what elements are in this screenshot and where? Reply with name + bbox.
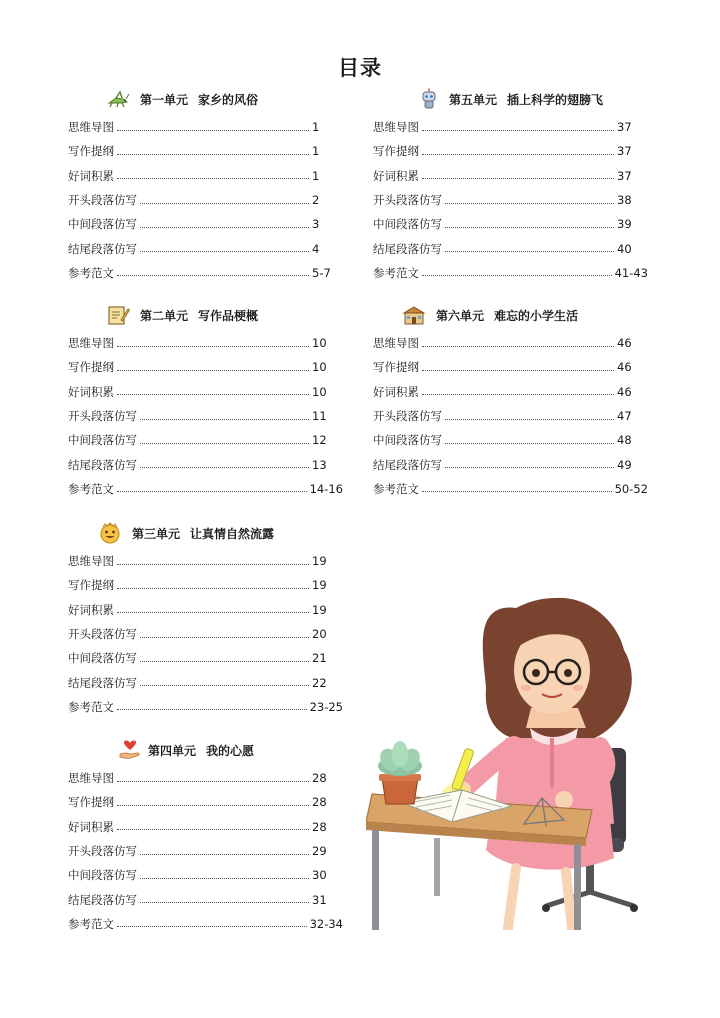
- toc-entry-page-number: 10: [312, 360, 327, 375]
- toc-entry-label: 结尾段落仿写: [373, 457, 442, 472]
- toc-entry-page-number: 32-34: [309, 916, 343, 931]
- dot-leader: [445, 203, 614, 204]
- toc-entry-label: 中间段落仿写: [68, 868, 137, 883]
- toc-entry-page-number: 37: [617, 168, 632, 183]
- toc-entry-page-number: 19: [312, 602, 327, 617]
- toc-entry-page-number: 47: [617, 409, 632, 424]
- unit-title: 写作品梗概: [198, 308, 259, 323]
- toc-entry-page-number: 30: [312, 868, 327, 883]
- teacher-at-desk-illustration: [366, 588, 646, 934]
- dot-leader: [117, 370, 309, 371]
- unit-section-5: [373, 86, 648, 285]
- toc-entry-page-number: 28: [312, 795, 327, 810]
- toc-entry[interactable]: [373, 477, 648, 501]
- unit-heading: [68, 86, 343, 112]
- toc-entry-label: 写作提纲: [68, 144, 114, 159]
- school-building-icon: [402, 304, 426, 326]
- toc-entry-label: 思维导图: [68, 120, 114, 135]
- dot-leader: [422, 370, 614, 371]
- dot-leader: [117, 564, 309, 565]
- dot-leader: [445, 251, 614, 252]
- toc-entry-page-number: 37: [617, 144, 632, 159]
- toc-entry-label: 好词积累: [373, 168, 419, 183]
- unit-number: 第四单元: [148, 743, 197, 758]
- toc-entry[interactable]: [373, 331, 648, 355]
- toc-entry-page-number: 22: [312, 675, 327, 690]
- toc-entry-label: 结尾段落仿写: [68, 892, 137, 907]
- dot-leader: [422, 178, 614, 179]
- dot-leader: [422, 346, 614, 347]
- dot-leader: [117, 588, 309, 589]
- unit-heading: [68, 737, 343, 763]
- dot-leader: [140, 419, 309, 420]
- toc-entry-page-number: 14-16: [309, 481, 343, 496]
- toc-entry[interactable]: [68, 477, 343, 501]
- toc-entry[interactable]: [68, 622, 343, 646]
- toc-entry-label: 思维导图: [373, 336, 419, 351]
- toc-entry-label: 开头段落仿写: [373, 193, 442, 208]
- toc-entry-page-number: 40: [617, 241, 632, 256]
- toc-entry-page-number: 48: [617, 433, 632, 448]
- toc-entry-label: 参考范文: [373, 481, 419, 496]
- toc-entry-label: 好词积累: [373, 384, 419, 399]
- toc-entry-label: 开头段落仿写: [373, 409, 442, 424]
- dot-leader: [117, 709, 307, 710]
- dot-leader: [140, 902, 309, 903]
- dot-leader: [422, 130, 614, 131]
- unit-heading: [373, 86, 648, 112]
- dot-leader: [140, 854, 309, 855]
- toc-entry[interactable]: [68, 839, 343, 863]
- unit-heading: [68, 520, 343, 546]
- unit-title: 难忘的小学生活: [494, 308, 579, 323]
- unit-number: 第一单元: [140, 92, 189, 107]
- toc-entry-label: 参考范文: [68, 265, 114, 280]
- teacher: [453, 598, 632, 928]
- toc-entry[interactable]: [68, 355, 343, 379]
- page-title: 目录: [338, 55, 382, 80]
- unit-number: 第三单元: [132, 526, 181, 541]
- toc-entry-label: 开头段落仿写: [68, 844, 137, 859]
- toc-entry-page-number: 13: [312, 457, 327, 472]
- toc-entry-page-number: 21: [312, 651, 327, 666]
- toc-entry-label: 参考范文: [68, 481, 114, 496]
- unit-heading: [68, 302, 343, 328]
- toc-entry[interactable]: [68, 815, 343, 839]
- toc-entry-page-number: 2: [312, 193, 320, 208]
- dot-leader: [445, 467, 614, 468]
- toc-entry[interactable]: [68, 912, 343, 936]
- toc-entry[interactable]: [68, 766, 343, 790]
- grasshopper-icon: [106, 88, 130, 110]
- toc-entry-page-number: 10: [312, 336, 327, 351]
- toc-entry[interactable]: [68, 188, 343, 212]
- toc-entry[interactable]: [373, 115, 648, 139]
- toc-entry-label: 写作提纲: [373, 144, 419, 159]
- toc-entry-page-number: 1: [312, 120, 320, 135]
- toc-entry-page-number: 28: [312, 819, 327, 834]
- toc-entry[interactable]: [68, 261, 343, 285]
- toc-entry-label: 参考范文: [68, 699, 114, 714]
- toc-entry-label: 思维导图: [68, 336, 114, 351]
- dot-leader: [117, 926, 307, 927]
- smiley-face-icon: [98, 522, 122, 544]
- toc-entry[interactable]: [373, 164, 648, 188]
- dot-leader: [140, 661, 309, 662]
- toc-entry[interactable]: [68, 139, 343, 163]
- toc-entry[interactable]: [68, 404, 343, 428]
- toc-entry-label: 开头段落仿写: [68, 627, 137, 642]
- toc-entry[interactable]: [373, 236, 648, 260]
- toc-entry-label: 思维导图: [68, 771, 114, 786]
- toc-entry[interactable]: [68, 790, 343, 814]
- toc-entry-label: 思维导图: [373, 120, 419, 135]
- unit-title: 家乡的风俗: [198, 92, 259, 107]
- dot-leader: [117, 491, 307, 492]
- dot-leader: [140, 878, 309, 879]
- unit-number: 第二单元: [140, 308, 189, 323]
- dot-leader: [140, 443, 309, 444]
- toc-entry[interactable]: [68, 598, 343, 622]
- toc-entry-label: 开头段落仿写: [68, 409, 137, 424]
- toc-entry-page-number: 20: [312, 627, 327, 642]
- toc-entry-label: 思维导图: [68, 554, 114, 569]
- toc-entry-page-number: 37: [617, 120, 632, 135]
- dot-leader: [140, 227, 309, 228]
- toc-entry[interactable]: [373, 188, 648, 212]
- toc-entry[interactable]: [68, 863, 343, 887]
- dot-leader: [117, 829, 309, 830]
- toc-entry-page-number: 46: [617, 360, 632, 375]
- toc-entry-page-number: 19: [312, 578, 327, 593]
- dot-leader: [422, 154, 614, 155]
- unit-section-2: [68, 302, 343, 501]
- unit-section-1: [68, 86, 343, 285]
- toc-entry-page-number: 10: [312, 384, 327, 399]
- dot-leader: [117, 130, 309, 131]
- toc-entry[interactable]: [68, 573, 343, 597]
- toc-entry[interactable]: [68, 212, 343, 236]
- toc-entry[interactable]: [373, 261, 648, 285]
- toc-entry-page-number: 49: [617, 457, 632, 472]
- unit-number: 第五单元: [449, 92, 498, 107]
- toc-entry-page-number: 39: [617, 217, 632, 232]
- toc-entry-page-number: 3: [312, 217, 320, 232]
- notebook-pencil-icon: [106, 304, 130, 326]
- toc-entry[interactable]: [68, 549, 343, 573]
- toc-entry-label: 中间段落仿写: [373, 217, 442, 232]
- dot-leader: [117, 781, 309, 782]
- toc-entry[interactable]: [373, 452, 648, 476]
- toc-entry-label: 中间段落仿写: [68, 433, 137, 448]
- toc-entry[interactable]: [68, 670, 343, 694]
- dot-leader: [117, 394, 309, 395]
- toc-entry-page-number: 31: [312, 892, 327, 907]
- toc-entry-label: 中间段落仿写: [68, 651, 137, 666]
- toc-entry-label: 写作提纲: [373, 360, 419, 375]
- unit-title: 让真情自然流露: [190, 526, 275, 541]
- toc-entry-label: 开头段落仿写: [68, 193, 137, 208]
- toc-entry[interactable]: [373, 139, 648, 163]
- robot-icon: [417, 88, 441, 110]
- toc-entry-label: 好词积累: [68, 168, 114, 183]
- toc-entry-page-number: 1: [312, 168, 320, 183]
- toc-entry-label: 结尾段落仿写: [68, 457, 137, 472]
- toc-entry-label: 中间段落仿写: [373, 433, 442, 448]
- dot-leader: [117, 805, 309, 806]
- toc-entry-page-number: 23-25: [309, 699, 343, 714]
- dot-leader: [140, 467, 309, 468]
- toc-entry[interactable]: [373, 428, 648, 452]
- toc-entry-label: 好词积累: [68, 602, 114, 617]
- dot-leader: [117, 178, 309, 179]
- dot-leader: [422, 394, 614, 395]
- toc-entry[interactable]: [373, 355, 648, 379]
- toc-entry[interactable]: [373, 212, 648, 236]
- dot-leader: [140, 251, 309, 252]
- toc-entry-label: 结尾段落仿写: [373, 241, 442, 256]
- toc-entry-label: 好词积累: [68, 384, 114, 399]
- unit-number: 第六单元: [436, 308, 485, 323]
- unit-section-6: [373, 302, 648, 501]
- toc-entry-page-number: 1: [312, 144, 320, 159]
- dot-leader: [117, 346, 309, 347]
- unit-heading: [373, 302, 648, 328]
- dot-leader: [140, 203, 309, 204]
- dot-leader: [117, 275, 309, 276]
- toc-entry-label: 写作提纲: [68, 360, 114, 375]
- dot-leader: [445, 419, 614, 420]
- dot-leader: [140, 637, 309, 638]
- toc-entry[interactable]: [373, 404, 648, 428]
- toc-entry[interactable]: [68, 164, 343, 188]
- toc-entry-label: 好词积累: [68, 819, 114, 834]
- toc-entry[interactable]: [68, 695, 343, 719]
- unit-section-4: [68, 737, 343, 936]
- toc-entry-page-number: 12: [312, 433, 327, 448]
- dot-leader: [117, 612, 309, 613]
- toc-entry-page-number: 4: [312, 241, 320, 256]
- toc-entry[interactable]: [68, 236, 343, 260]
- unit-section-3: [68, 520, 343, 719]
- toc-entry-page-number: 50-52: [614, 481, 648, 496]
- toc-entry-page-number: 11: [312, 409, 327, 424]
- dot-leader: [117, 154, 309, 155]
- toc-entry-label: 中间段落仿写: [68, 217, 137, 232]
- dot-leader: [422, 275, 612, 276]
- toc-entry-label: 写作提纲: [68, 795, 114, 810]
- toc-entry[interactable]: [68, 452, 343, 476]
- dot-leader: [422, 491, 612, 492]
- toc-entry-page-number: 46: [617, 384, 632, 399]
- toc-entry[interactable]: [68, 887, 343, 911]
- toc-entry[interactable]: [68, 331, 343, 355]
- toc-entry-label: 参考范文: [373, 265, 419, 280]
- toc-entry[interactable]: [68, 646, 343, 670]
- toc-entry-page-number: 41-43: [614, 265, 648, 280]
- dot-leader: [445, 227, 614, 228]
- toc-entry-label: 结尾段落仿写: [68, 675, 137, 690]
- toc-entry-label: 参考范文: [68, 916, 114, 931]
- toc-entry-page-number: 29: [312, 844, 327, 859]
- heart-hand-icon: [118, 739, 142, 761]
- toc-entry-page-number: 19: [312, 554, 327, 569]
- toc-entry-page-number: 28: [312, 771, 327, 786]
- dot-leader: [140, 685, 309, 686]
- dot-leader: [445, 443, 614, 444]
- toc-entry[interactable]: [68, 428, 343, 452]
- toc-entry-label: 写作提纲: [68, 578, 114, 593]
- toc-entry-page-number: 5-7: [312, 265, 331, 280]
- toc-entry[interactable]: [68, 115, 343, 139]
- toc-entry[interactable]: [373, 380, 648, 404]
- unit-title: 插上科学的翅膀飞: [507, 92, 604, 107]
- unit-title: 我的心愿: [206, 743, 255, 758]
- toc-entry[interactable]: [68, 380, 343, 404]
- toc-entry-page-number: 46: [617, 336, 632, 351]
- toc-entry-page-number: 38: [617, 193, 632, 208]
- toc-entry-label: 结尾段落仿写: [68, 241, 137, 256]
